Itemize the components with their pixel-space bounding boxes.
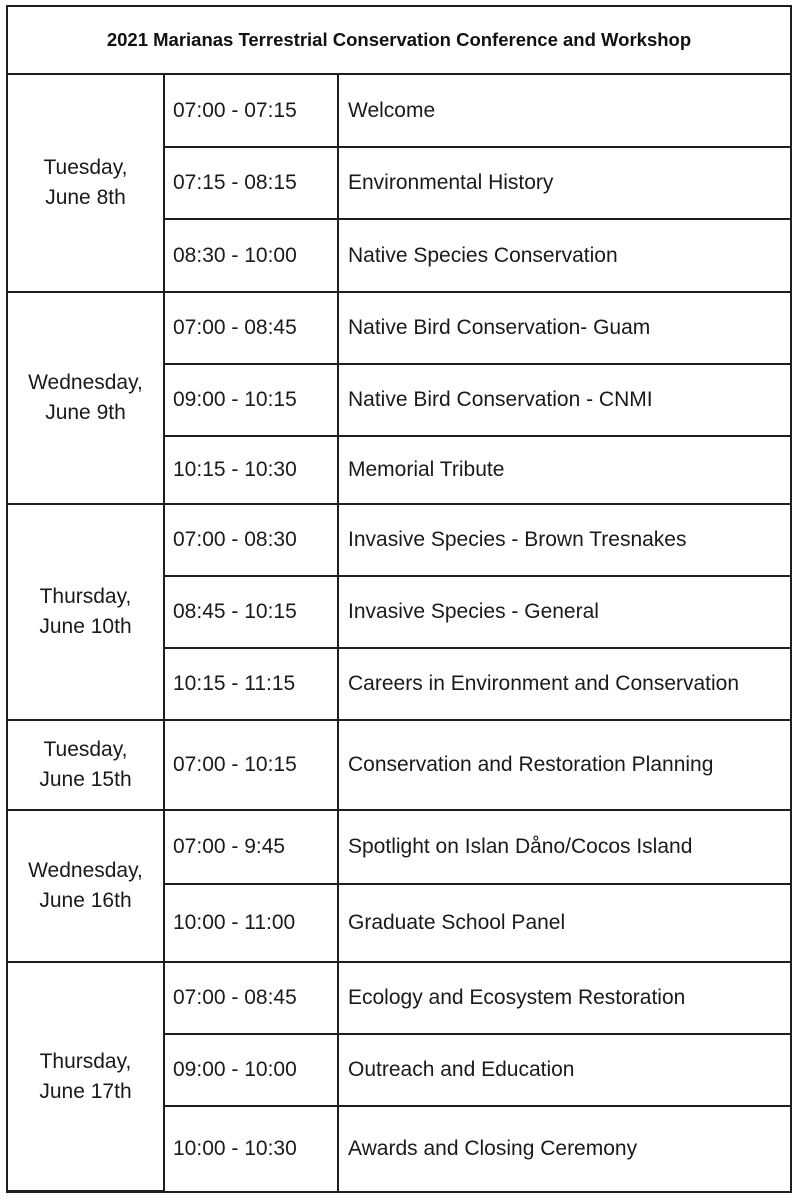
time-cell: 08:45 - 10:15 — [164, 576, 338, 648]
time-cell: 10:15 - 10:30 — [164, 436, 338, 504]
day-cell — [8, 720, 164, 810]
time-cell: 09:00 - 10:15 — [164, 364, 338, 436]
day-cell — [8, 962, 164, 1191]
session-title: Environmental History — [338, 147, 790, 219]
time-cell: 09:00 - 10:00 — [164, 1034, 338, 1106]
session-title: Spotlight on Islan Dåno/Cocos Island — [338, 810, 790, 884]
session-title: Careers in Environment and Conservation — [338, 648, 790, 720]
session-title: Outreach and Education — [338, 1034, 790, 1106]
table-row — [8, 962, 790, 1034]
day-cell — [8, 292, 164, 504]
page-title: 2021 Marianas Terrestrial Conservation Conference and Workshop — [8, 7, 790, 75]
session-title: Native Species Conservation — [338, 219, 790, 292]
schedule-table — [8, 75, 790, 1192]
table-row — [8, 75, 790, 147]
session-title: Graduate School Panel — [338, 884, 790, 962]
time-cell: 10:00 - 11:00 — [164, 884, 338, 962]
day-name: Thursday, — [39, 1049, 132, 1073]
day-date: June 9th — [45, 401, 126, 424]
day-name: Wednesday, — [28, 371, 143, 394]
session-title: Native Bird Conservation - CNMI — [338, 364, 790, 436]
session-title: Memorial Tribute — [338, 436, 790, 504]
day-date: June 15th — [39, 768, 132, 791]
table-row — [8, 504, 790, 576]
day-cell — [8, 504, 164, 720]
day-date: June 8th — [45, 186, 126, 209]
session-title: Welcome — [338, 75, 790, 147]
session-title: Ecology and Ecosystem Restoration — [338, 962, 790, 1034]
table-row — [8, 810, 790, 884]
day-name: Tuesday, — [43, 738, 128, 761]
schedule-sheet — [6, 5, 792, 1193]
table-row — [8, 292, 790, 364]
time-cell: 10:15 - 11:15 — [164, 648, 338, 720]
day-date: June 16th — [39, 889, 132, 912]
time-cell: 07:00 - 08:45 — [164, 962, 338, 1034]
time-cell: 07:00 - 08:45 — [164, 292, 338, 364]
day-date: June 17th — [39, 1079, 132, 1103]
session-title: Invasive Species - General — [338, 576, 790, 648]
day-date: June 10th — [39, 615, 132, 638]
session-title: Native Bird Conservation- Guam — [338, 292, 790, 364]
day-cell — [8, 810, 164, 962]
session-title: Conservation and Restoration Planning — [338, 720, 790, 810]
time-cell: 10:00 - 10:30 — [164, 1106, 338, 1191]
time-cell: 08:30 - 10:00 — [164, 219, 338, 292]
time-cell: 07:00 - 07:15 — [164, 75, 338, 147]
time-cell: 07:00 - 08:30 — [164, 504, 338, 576]
table-row — [8, 720, 790, 810]
day-name: Wednesday, — [28, 859, 143, 882]
time-cell: 07:00 - 10:15 — [164, 720, 338, 810]
day-name: Tuesday, — [43, 156, 128, 179]
time-cell: 07:15 - 08:15 — [164, 147, 338, 219]
time-cell: 07:00 - 9:45 — [164, 810, 338, 884]
session-title: Awards and Closing Ceremony — [338, 1106, 790, 1191]
day-cell — [8, 75, 164, 292]
session-title: Invasive Species - Brown Tresnakes — [338, 504, 790, 576]
day-name: Thursday, — [39, 585, 132, 608]
